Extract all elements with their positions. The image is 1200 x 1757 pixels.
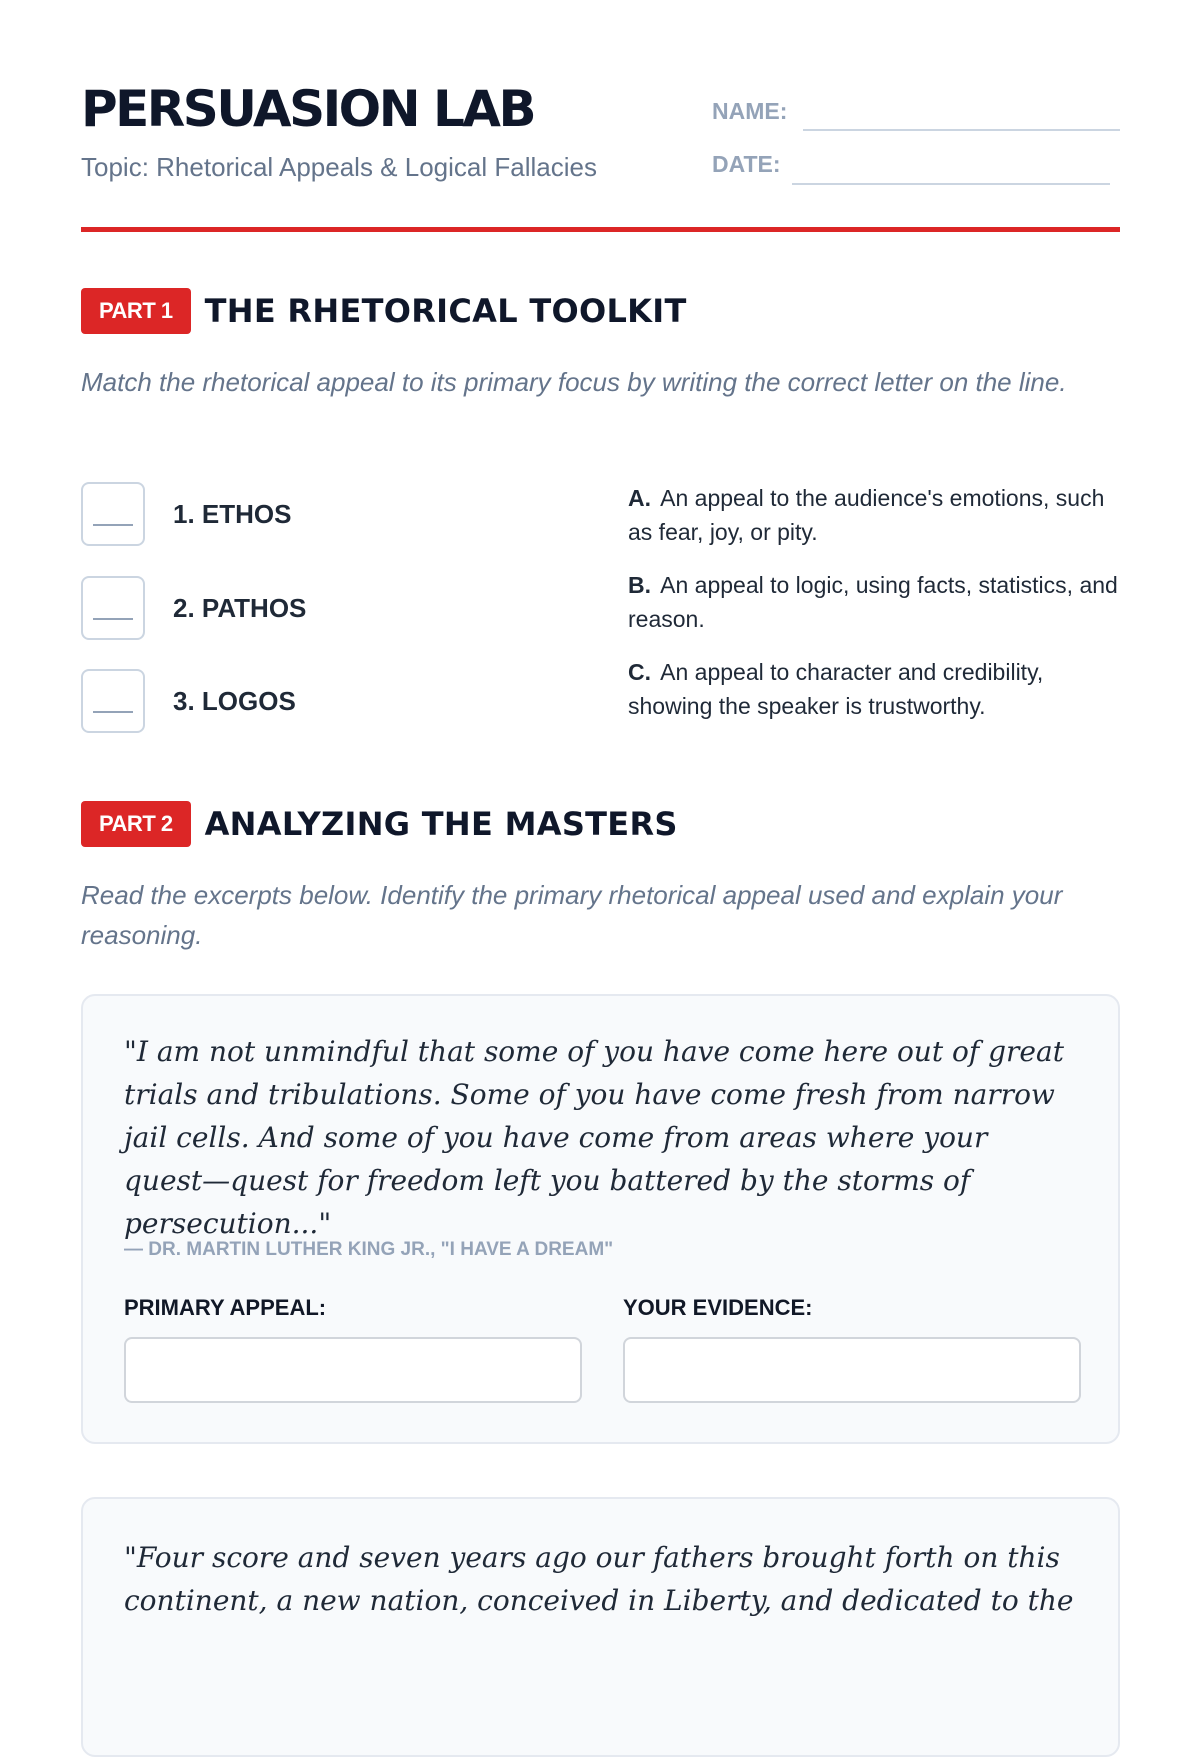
match-row-pathos (81, 576, 306, 640)
part1-instructions: Match the rhetorical appeal to its primary focus by writing the correct letter on the line. (81, 367, 1067, 397)
worksheet-page (81, 0, 1120, 1617)
primary-appeal-label: PRIMARY APPEAL: (124, 1295, 327, 1320)
topic-subtitle: Topic: Rhetorical Appeals & Logical Fallacies (81, 152, 597, 182)
match-row-logos (81, 669, 296, 733)
excerpt-2-quote: "Four score and seven years ago our fathers brought forth on this continent, a new nation, conceived in Liberty, and dedicated to the (124, 1541, 1074, 1617)
term-ethos: 1. ETHOS (173, 498, 292, 529)
part2-heading (81, 801, 678, 847)
definition-c-text: An appeal to character and credibility, showing the speaker is trustworthy. (628, 659, 1044, 719)
definition-c (628, 655, 1118, 723)
header-divider (81, 227, 1120, 232)
evidence-label: YOUR EVIDENCE: (623, 1295, 813, 1320)
part2-badge: PART 2 (81, 801, 191, 847)
match-row-ethos (81, 482, 291, 546)
part2-title: ANALYZING THE MASTERS (204, 805, 678, 843)
definition-a-letter: A. (628, 485, 651, 511)
primary-appeal-input[interactable] (124, 1337, 582, 1403)
part1-badge: PART 1 (81, 288, 191, 334)
excerpt-1-attribution: — DR. MARTIN LUTHER KING JR., "I HAVE A DREAM" (124, 1239, 614, 1260)
definition-c-letter: C. (628, 659, 651, 685)
name-line[interactable] (803, 129, 1120, 131)
date-line[interactable] (792, 183, 1110, 185)
excerpt-1-quote: "I am not unmindful that some of you have come here out of great trials and tribulations. Some of you have come fresh from narrow jail cells. And some of you have come from areas where your quest—quest for freedom left you battered by the storms of persecution..." (124, 1035, 1064, 1240)
definition-a-text: An appeal to the audience's emotions, such as fear, joy, or pity. (628, 485, 1105, 545)
answer-box-2[interactable] (81, 576, 145, 640)
page-title: PERSUASION LAB (81, 80, 535, 138)
definition-a (628, 481, 1118, 549)
excerpt-card-2 (81, 1497, 1120, 1757)
part2-instructions: Read the excerpts below. Identify the primary rhetorical appeal used and explain your reasoning. (81, 880, 1063, 950)
definition-b-letter: B. (628, 572, 651, 598)
answer-box-3[interactable] (81, 669, 145, 733)
excerpt-card-1 (81, 994, 1120, 1444)
date-label: DATE: (712, 151, 781, 177)
worksheet-header (81, 0, 1120, 234)
part1-heading (81, 288, 687, 334)
definition-b (628, 568, 1118, 636)
evidence-input[interactable] (623, 1337, 1081, 1403)
answer-box-1[interactable] (81, 482, 145, 546)
definition-b-text: An appeal to logic, using facts, statistics, and reason. (628, 572, 1118, 632)
part1-title: THE RHETORICAL TOOLKIT (204, 292, 687, 330)
term-pathos: 2. PATHOS (173, 592, 307, 623)
term-logos: 3. LOGOS (173, 685, 296, 716)
name-label: NAME: (712, 98, 788, 124)
